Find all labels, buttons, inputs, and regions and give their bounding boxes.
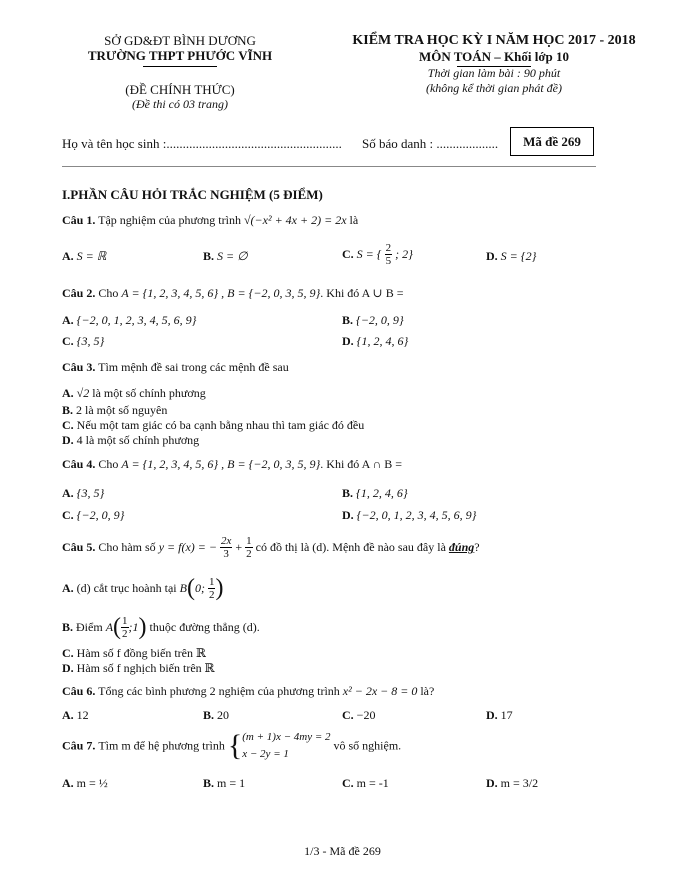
q2-d-key: D. — [342, 334, 354, 348]
question-6 — [62, 684, 434, 699]
q4-a-text: {3, 5} — [76, 486, 105, 500]
duration: Thời gian làm bài : 90 phút — [427, 66, 561, 80]
q4-equation: A = {1, 2, 3, 4, 5, 6} , B = {−2, 0, 3, 5, 9} — [121, 457, 321, 471]
q7-a-text: m = ½ — [76, 776, 108, 790]
q5-a-rparen: ) — [215, 575, 224, 601]
q6-text: Tổng các bình phương 2 nghiệm của phương trình — [98, 684, 340, 698]
q1-option-a[interactable] — [62, 249, 106, 264]
q5-c-text: Hàm số f đồng biến trên ℝ — [76, 646, 206, 660]
q1-c-post: ; 2} — [395, 247, 413, 261]
q5-emphasis: đúng — [448, 540, 475, 554]
q1-option-d[interactable] — [486, 249, 536, 264]
q1-c-fraction — [385, 242, 393, 267]
q7-d-key: D. — [486, 776, 498, 790]
q5-f1-den: 3 — [223, 548, 229, 560]
q5-plus: + — [235, 540, 243, 554]
q5-label: Câu 5. — [62, 540, 96, 554]
q6-a-text: 12 — [76, 708, 89, 722]
q5-b-rparen: ) — [138, 614, 147, 640]
exam-code: Mã đề 269 — [523, 134, 581, 149]
q5-a-num: 1 — [208, 576, 215, 588]
header-divider — [62, 166, 596, 167]
subject: MÔN TOÁN – Khối lớp 10 — [418, 49, 570, 64]
q5-fraction-2 — [245, 535, 253, 560]
q5-text: Cho hàm số — [98, 540, 156, 554]
q1-d-key: D. — [486, 249, 498, 263]
q7-eq2: x − 2y = 1 — [242, 748, 289, 760]
q5-option-b[interactable] — [62, 614, 260, 641]
question-5 — [62, 535, 480, 560]
q7-c-key: C. — [342, 776, 354, 790]
q5-b-den: 2 — [122, 628, 128, 640]
q5-b-fraction — [121, 615, 129, 640]
q5-tail: có đồ thị là (d). Mệnh đề nào sau đây là — [255, 540, 446, 554]
q4-c-text: {−2, 0, 9} — [76, 508, 125, 522]
q4-option-a[interactable] — [62, 486, 104, 501]
q4-text: Cho — [98, 457, 119, 471]
q7-system — [242, 729, 330, 763]
q7-option-b[interactable] — [203, 776, 245, 791]
q6-b-text: 20 — [217, 708, 230, 722]
q2-c-key: C. — [62, 334, 74, 348]
q7-c-text: m = -1 — [356, 776, 389, 790]
q3-option-c[interactable] — [62, 418, 364, 433]
q2-d-text: {1, 2, 4, 6} — [356, 334, 409, 348]
q5-c-key: C. — [62, 646, 74, 660]
page-footer: 1/3 - Mã đề 269 — [304, 844, 381, 858]
section-title: I.PHẦN CÂU HỎI TRẮC NGHIỆM (5 ĐIỂM) — [62, 187, 323, 202]
q5-b-lparen: ( — [113, 614, 122, 640]
student-id-field[interactable] — [362, 136, 498, 152]
q3-d-key: D. — [62, 433, 74, 447]
q6-tail: là? — [420, 684, 435, 698]
student-name-dots[interactable]: ...................................................... — [166, 136, 342, 151]
q5-option-c[interactable] — [62, 646, 206, 661]
q4-b-text: {1, 2, 4, 6} — [356, 486, 408, 500]
q7-b-key: B. — [203, 776, 215, 790]
q7-option-c[interactable] — [342, 776, 389, 791]
q3-label: Câu 3. — [62, 360, 96, 374]
q7-label: Câu 7. — [62, 738, 96, 753]
q3-text: Tìm mệnh đề sai trong các mệnh đề sau — [98, 360, 289, 374]
q1-d-text: S = {2} — [500, 249, 537, 263]
exam-title: KIỂM TRA HỌC KỲ I NĂM HỌC 2017 - 2018 — [352, 33, 636, 48]
q1-b-text: S = ∅ — [217, 249, 248, 263]
q3-b-text: 2 là một số nguyên — [76, 403, 168, 417]
q1-a-text: S = ℝ — [76, 249, 107, 263]
q6-b-key: B. — [203, 708, 215, 722]
q4-a-key: A. — [62, 486, 74, 500]
q6-option-a[interactable] — [62, 708, 89, 723]
q3-option-a[interactable] — [62, 386, 206, 401]
exam-type: (ĐỀ CHÍNH THỨC) — [125, 82, 235, 97]
q5-f2-den: 2 — [246, 548, 252, 560]
q6-option-b[interactable] — [203, 708, 229, 723]
q6-c-key: C. — [342, 708, 354, 722]
q1-a-key: A. — [62, 249, 74, 263]
q2-label: Câu 2. — [62, 286, 96, 300]
q7-b-text: m = 1 — [217, 776, 246, 790]
q5-eq-pre: y = f(x) = − — [158, 540, 217, 554]
q6-option-d[interactable] — [486, 708, 513, 723]
q1-label: Câu 1. — [62, 213, 96, 227]
question-2 — [62, 286, 403, 301]
q4-b-key: B. — [342, 486, 354, 500]
q1-c-pre: S = { — [356, 247, 382, 261]
q7-eq1: (m + 1)x − 4my = 2 — [242, 731, 331, 743]
q7-option-d[interactable] — [486, 776, 538, 791]
q1-c-den: 5 — [385, 255, 392, 267]
q2-text: Cho — [98, 286, 119, 300]
q4-option-d[interactable] — [342, 508, 476, 523]
q6-label: Câu 6. — [62, 684, 96, 698]
q2-option-a[interactable] — [62, 313, 196, 328]
q1-equation: √(−x² + 4x + 2) = 2x — [243, 213, 347, 227]
q5-d-key: D. — [62, 661, 74, 675]
q5-a-den: 2 — [208, 589, 215, 601]
q2-option-d[interactable] — [342, 334, 408, 349]
q6-a-key: A. — [62, 708, 74, 722]
q3-a-math: √2 — [76, 386, 90, 400]
duration-note: (không kể thời gian phát đề) — [425, 81, 563, 95]
q2-b-text: {−2, 0, 9} — [356, 313, 404, 327]
q2-b-key: B. — [342, 313, 354, 327]
q5-option-d[interactable] — [62, 661, 215, 676]
q5-f1-num: 2x — [220, 535, 232, 547]
q3-option-b[interactable] — [62, 403, 167, 418]
q5-b-point: A — [105, 620, 114, 634]
q5-fraction-1 — [220, 535, 232, 560]
q7-a-key: A. — [62, 776, 74, 790]
question-4 — [62, 457, 402, 472]
q5-f2-num: 1 — [246, 535, 252, 547]
q5-a-lparen: ( — [186, 575, 195, 601]
q3-c-text: Nếu một tam giác có ba cạnh bằng nhau thì tam giác đó đều — [76, 418, 365, 432]
q3-c-key: C. — [62, 418, 74, 432]
student-name-label: Họ và tên học sinh : — [62, 136, 167, 151]
q4-label: Câu 4. — [62, 457, 96, 471]
dept-name: SỞ GD&ĐT BÌNH DƯƠNG — [104, 33, 256, 48]
q5-b-tail: thuộc đường thẳng (d). — [149, 620, 260, 634]
q2-c-text: {3, 5} — [76, 334, 105, 348]
q6-option-c[interactable] — [342, 708, 375, 723]
pages-note: (Đề thi có 03 trang) — [132, 97, 228, 111]
q4-c-key: C. — [62, 508, 74, 522]
q4-option-c[interactable] — [62, 508, 124, 523]
q1-c-key: C. — [342, 247, 354, 261]
q7-system-brace: { — [227, 729, 243, 762]
q5-question-mark: ? — [474, 540, 480, 554]
q5-a-text: (d) cắt trục hoành tại — [76, 581, 177, 595]
q3-d-text: 4 là một số chính phương — [76, 433, 200, 447]
q1-option-c[interactable] — [342, 242, 413, 267]
q2-option-b[interactable] — [342, 313, 404, 328]
q6-d-text: 17 — [500, 708, 513, 722]
q5-a-pre: 0; — [194, 581, 205, 595]
q5-a-key: A. — [62, 581, 74, 595]
student-id-dots[interactable]: ................... — [436, 136, 499, 151]
q1-tail: là — [349, 213, 359, 227]
q6-c-text: −20 — [356, 708, 376, 722]
q3-a-key: A. — [62, 386, 74, 400]
q7-tail: vô số nghiệm. — [333, 738, 402, 753]
q5-b-num: 1 — [122, 615, 128, 627]
q2-a-key: A. — [62, 313, 74, 327]
q7-option-a[interactable] — [62, 776, 108, 791]
q4-tail: . Khi đó A ∩ B = — [320, 457, 403, 471]
q4-option-b[interactable] — [342, 486, 408, 501]
q1-c-num: 2 — [385, 242, 392, 254]
school-underline — [143, 66, 217, 67]
question-7 — [62, 729, 401, 763]
student-id-label: Số báo danh : — [362, 136, 434, 151]
student-name-field[interactable] — [62, 136, 342, 152]
q5-b-key: B. — [62, 620, 74, 634]
q2-equation: A = {1, 2, 3, 4, 5, 6} , B = {−2, 0, 3, 5, 9} — [121, 286, 321, 300]
q5-a-point: B — [179, 581, 187, 595]
q1-text: Tập nghiệm của phương trình — [98, 213, 241, 227]
q2-tail: . Khi đó A ∪ B = — [320, 286, 404, 300]
q5-option-a[interactable] — [62, 575, 223, 602]
q4-d-key: D. — [342, 508, 354, 522]
q3-b-key: B. — [62, 403, 74, 417]
q3-option-d[interactable] — [62, 433, 199, 448]
q5-b-post: ;1 — [128, 620, 139, 634]
q7-d-text: m = 3/2 — [500, 776, 539, 790]
q2-option-c[interactable] — [62, 334, 104, 349]
q5-d-text: Hàm số f nghịch biến trên ℝ — [76, 661, 215, 675]
q5-b-text: Điểm — [76, 620, 103, 634]
q3-a-text: là một số chính phương — [92, 386, 206, 400]
question-1 — [62, 213, 358, 228]
q6-equation: x² − 2x − 8 = 0 — [342, 684, 418, 698]
q2-a-text: {−2, 0, 1, 2, 3, 4, 5, 6, 9} — [76, 313, 197, 327]
question-3 — [62, 360, 289, 375]
q4-d-text: {−2, 0, 1, 2, 3, 4, 5, 6, 9} — [356, 508, 477, 522]
q1-b-key: B. — [203, 249, 215, 263]
q6-d-key: D. — [486, 708, 498, 722]
school-name: TRƯỜNG THPT PHƯỚC VĨNH — [87, 48, 273, 63]
q7-text: Tìm m để hệ phương trình — [98, 738, 225, 753]
q1-option-b[interactable] — [203, 249, 248, 264]
